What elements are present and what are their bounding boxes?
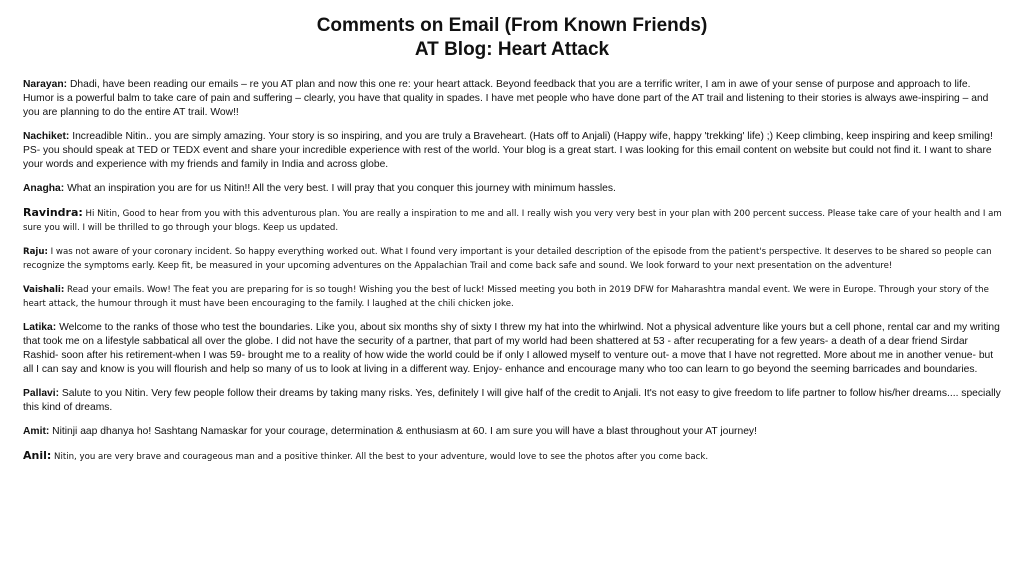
comment-text: Increadible Nitin.. you are simply amazing. Your story is so inspiring, and you are truly a Braveheart. (Hats off to Anjali) (Happy wife, happy 'trekking' life) ;) Keep climbing, keep inspiring and keep smiling! PS- you should speak at TED or TEDX event and share your incredible experience with rest of the world. Your blog is a great start. I was looking for this email content on website but could not find it. I want to share your words and experience with my friends and family in India and across globe. xyxy=(23,131,993,170)
comment-amit xyxy=(23,425,1002,439)
page-title: Comments on Email (From Known Friends) xyxy=(316,15,708,36)
commenter-name: Anil: xyxy=(23,449,52,462)
comment-text: Nitin, you are very brave and courageous man and a positive thinker. All the best to your adventure, would love to see the photos after you come back. xyxy=(51,452,709,462)
comment-text: What an inspiration you are for us Nitin!! All the very best. I will pray that you conquer this journey with minimum hassles. xyxy=(64,183,616,194)
comments-list xyxy=(0,62,1024,464)
commenter-name: Anagha: xyxy=(23,183,65,194)
comment-text: Welcome to the ranks of those who test the boundaries. Like you, about six months shy of sixty I threw my hat into the whirlwind. Not a physical adventure like yours but a cell phone, rental car and my writing that took me on a lifestyle sabbatical all over the globe. I did not have the security of a partner, that part of my world had been shattered at 53 - after recuperating for a few years- a death of a dear friend Sirdar Rashid- soon after his retirement-when I was 59- brought me to a reality of how wide the world could be if only I allowed myself to venture out- a move that I have not regretted. More about me in another venue- but all I can say and know is you will flourish and help so many of us to look at living in a different way. Enjoy- enhance and encourage many who too can learn to go beyond the seeming barricades and boundaries. xyxy=(23,322,1000,375)
comment-raju xyxy=(23,245,1002,273)
comment-narayan xyxy=(23,78,1002,120)
comment-text: Dhadi, have been reading our emails – re you AT plan and now this one re: your heart attack. Beyond feedback that you are a terrific writer, I am in awe of your sense of purpose and approach to life. Humor is a powerful balm to take care of pain and suffering – clearly, you have that quality in spades. I have met people who have done part of the AT trail and listening to their stories is always awe-inspiring – and you are planning to do the entire AT trail. Wow!! xyxy=(23,79,989,118)
commenter-name: Nachiket: xyxy=(23,131,70,142)
comment-text: Salute to you Nitin. Very few people follow their dreams by taking many risks. Yes, definitely I will give half of the credit to Anjali. It's not easy to give freedom to life partner to follow his/her dreams.... specially this kind of dreams. xyxy=(23,388,1001,413)
commenter-name: Amit: xyxy=(23,426,50,437)
commenter-name: Raju: xyxy=(23,247,48,257)
page-subtitle: AT Blog: Heart Attack xyxy=(414,39,610,60)
comment-vaishali xyxy=(23,283,1002,311)
comment-text: Read your emails. Wow! The feat you are preparing for is so tough! Wishing you the best of luck! Missed meeting you both in 2019 DFW for Maharashtra mandal event. We were in Europe. Through your story of the heart attack, the humour through it must have been encouraging to the family. I laughed at the chili chicken joke. xyxy=(23,285,989,309)
commenter-name: Narayan: xyxy=(23,79,68,90)
comment-ravindra xyxy=(23,206,1002,235)
title-block xyxy=(0,0,1024,62)
commenter-name: Latika: xyxy=(23,322,57,333)
comment-anagha xyxy=(23,182,1002,196)
commenter-name: Pallavi: xyxy=(23,388,60,399)
commenter-name: Vaishali: xyxy=(23,285,65,295)
comment-anil xyxy=(23,449,1002,464)
comment-nachiket xyxy=(23,130,1002,172)
comment-text: Nitinji aap dhanya ho! Sashtang Namaskar for your courage, determination & enthusiasm at 60. I am sure you will have a blast throughout your AT journey! xyxy=(49,426,757,437)
comment-text: Hi Nitin, Good to hear from you with this adventurous plan. You are really a inspiration to me and all. I really wish you very very best in your plan with 200 percent success. Please take care of your health and I am sure you will. I will be thrilled to go through your blogs. Keep us updated. xyxy=(23,209,1002,233)
comment-pallavi xyxy=(23,387,1002,415)
commenter-name: Ravindra: xyxy=(23,206,83,219)
comment-latika xyxy=(23,321,1002,377)
comment-text: I was not aware of your coronary incident. So happy everything worked out. What I found very important is your detailed description of the episode from the patient's perspective. It deserves to be shared so people can recognize the symptoms early. Keep fit, be measured in your upcoming adventures on the Appalachian Trail and come back safe and sound. We look forward to your next presentation on the adventure! xyxy=(23,247,992,271)
